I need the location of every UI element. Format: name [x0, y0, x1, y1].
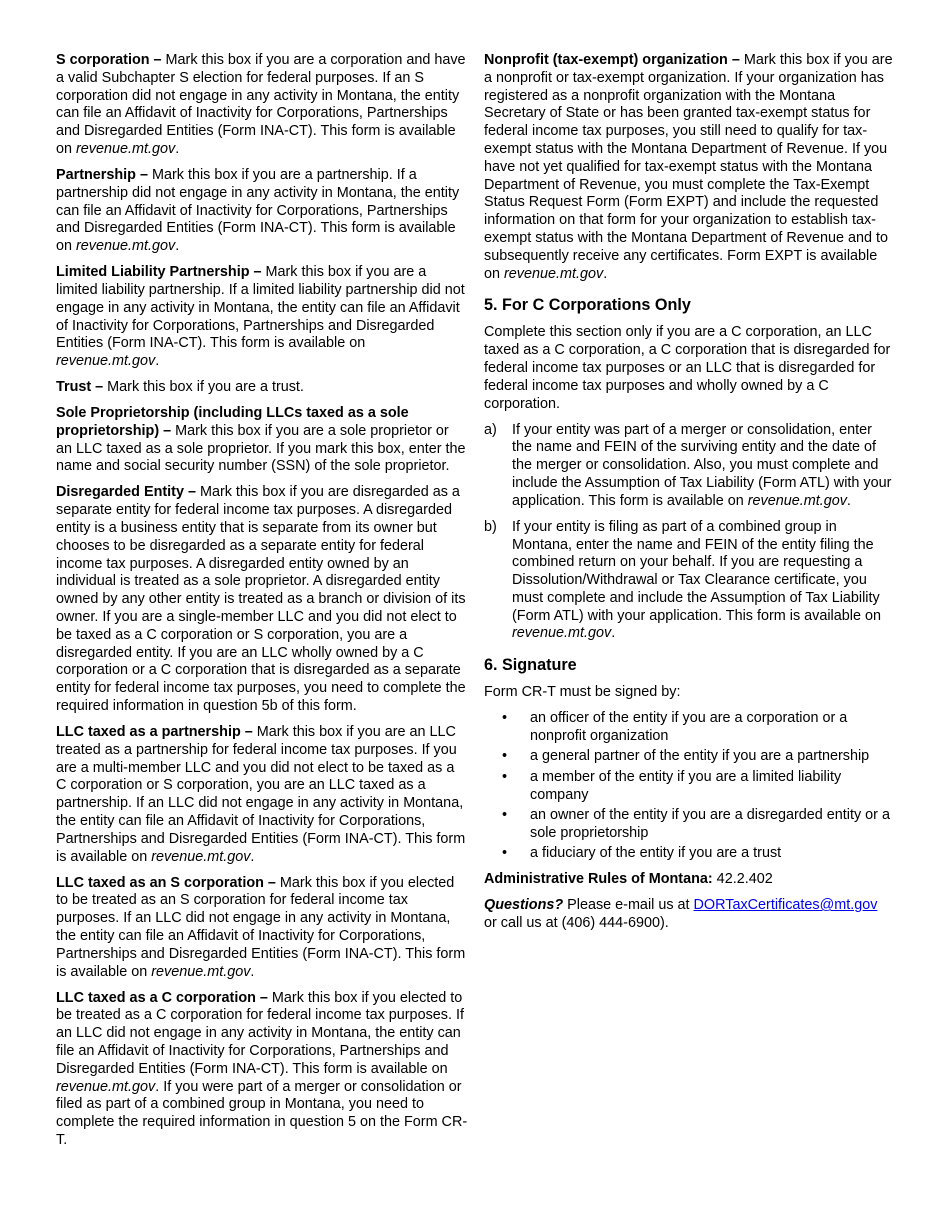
rules-value: 42.2.402 — [712, 871, 773, 888]
term: Disregarded Entity – — [56, 484, 196, 501]
description-tail: . — [250, 963, 255, 980]
term: S corporation – — [56, 52, 162, 68]
term: Nonprofit (tax-exempt) organization – — [484, 52, 740, 68]
list-item — [484, 769, 894, 805]
description-tail: . — [175, 238, 180, 255]
list-item — [484, 748, 894, 766]
questions-text: Please e-mail us at — [563, 897, 694, 913]
description: Mark this box if you are a sole proprietor or an LLC taxed as a sole proprietor. If you mark this box, enter the name and social security number (SSN) of the sole proprietor. — [56, 422, 466, 475]
right-column — [484, 52, 894, 941]
description-tail: . — [175, 140, 180, 157]
term: Trust – — [56, 379, 104, 396]
description-tail: . — [603, 265, 608, 282]
entity-type-paragraph — [56, 724, 468, 866]
term: LLC taxed as a C corporation – — [56, 989, 268, 1006]
questions-tail: or call us at (406) 444-6900). — [484, 914, 669, 931]
website-reference: revenue.mt.gov — [151, 963, 251, 980]
entity-type-paragraph — [56, 167, 468, 256]
bullet-text: an owner of the entity if you are a disregarded entity or a sole proprietorship — [530, 807, 890, 841]
description: Mark this box if you are a partnership. If a partnership did not engage in any activity in Montana, the entity can file an Affidavit of Inactivity for Corporations, Partnerships and Disregarded Entities (Form INA-CT). This form is available on — [56, 166, 460, 255]
description: Mark this box if you are a limited liability partnership. If a limited liability partnership did not engage in any activity in Montana, the entity can file an Affidavit of Inactivity for Corporations, Partnerships and Disregarded Entities (Form INA-CT). This form is available on — [56, 264, 465, 352]
list-item — [484, 710, 894, 746]
list-item — [484, 519, 894, 644]
questions-paragraph — [484, 897, 894, 933]
bullet-icon: • — [502, 807, 508, 824]
description: Mark this box if you are a corporation and have a valid Subchapter S election for federal purposes. If an S corporation did not engage in any activity in Montana, the entity can file an Affidavit of Inactivity for Corporations, Partnerships and Disregarded Entities (Form INA-CT). This form is available on — [56, 52, 466, 157]
section-5-intro: Complete this section only if you are a C corporation, an LLC taxed as a C corporation, a C corporation that is disregarded for federal income tax purposes or an LLC that is disregarded for federal income tax purposes and wholly owned by a C corporation. — [484, 324, 891, 412]
section-5-items — [484, 422, 894, 644]
entity-type-paragraph — [56, 875, 468, 982]
website-reference: revenue.mt.gov — [56, 1078, 156, 1095]
nonprofit-paragraph — [484, 52, 894, 283]
list-item — [484, 807, 894, 843]
description: Mark this box if you elected to be treated as a C corporation for federal income tax purposes. If an LLC did not engage in any activity in Montana, the entity can file an Affidavit of Inactivity for Corporations, Partnerships and Disregarded Entities (Form INA-CT). This form is available on — [56, 989, 464, 1077]
website-reference: revenue.mt.gov — [76, 140, 176, 157]
bullet-icon: • — [502, 748, 508, 765]
website-reference: revenue.mt.gov — [76, 238, 176, 255]
website-reference: revenue.mt.gov — [56, 353, 156, 370]
item-text — [512, 422, 894, 511]
entity-type-paragraph — [56, 264, 468, 371]
signer-list — [484, 710, 894, 863]
description: Mark this box if you elected to be treated as an S corporation for federal income tax purposes. If an LLC did not engage in any activity in Montana, the entity can file an Affidavit of Inactivity for Corporations, Partnerships and Disregarded Entities (Form INA-CT). This form is available on — [56, 874, 466, 980]
entity-type-paragraph — [56, 484, 468, 715]
questions-label: Questions? — [484, 897, 564, 913]
description: Mark this box if you are a nonprofit or tax-exempt organization. If your organization has registered as a nonprofit organization with the Montana Secretary of State or has been granted tax-exempt status for federal income tax purposes, you still need to qualify for tax-exempt status with the Montana Department of Revenue. If you have not yet qualified for tax-exempt status with the Montana Department of Revenue, you must complete the Tax-Exempt Status Request Form (Form EXPT) and include the requested information on that form for your organization to establish tax-exempt status with the Montana Department of Revenue and to subsequently receive any certificates. Form EXPT is available on — [484, 52, 893, 282]
bullet-text: a general partner of the entity if you are a partnership — [530, 748, 870, 765]
left-column — [56, 52, 468, 1158]
entity-type-paragraph — [56, 379, 468, 397]
item-label: a) — [484, 421, 497, 438]
term: LLC taxed as an S corporation – — [56, 874, 276, 891]
entity-type-paragraph — [56, 52, 468, 159]
description: Mark this box if you are an LLC treated as a partnership for federal income tax purposes. If you are a multi-member LLC and you did not elect to be taxed as a C corporation or S corporation, you are an LLC taxed as a partnership. If an LLC did not engage in any activity in Montana, the entity can file an Affidavit of Inactivity for Corporations, Partnerships and Disregarded Entities (Form INA-CT). This form is available on — [56, 724, 466, 865]
rules-label: Administrative Rules of Montana: — [484, 871, 713, 888]
website-reference: revenue.mt.gov — [151, 848, 251, 865]
entity-type-paragraph — [56, 990, 468, 1150]
bullet-icon: • — [502, 768, 508, 785]
description-tail: . — [155, 353, 160, 370]
term: Sole Proprietorship (including LLCs taxed as a sole proprietorship) – — [56, 405, 409, 439]
term: LLC taxed as a partnership – — [56, 724, 253, 741]
section-5-heading: 5. For C Corporations Only — [484, 296, 691, 315]
description: Mark this box if you are disregarded as a separate entity for federal income tax purposes. A disregarded entity is a business entity that is separate from its owner but chooses to be disregarded as a separate entity for federal income tax purposes. A disregarded entity owned by an individual is treated as a sole proprietor. A disregarded entity owned by any other entity is treated as a branch or division of its owner. If you are a single-member LLC and you did not elect to be taxed as a C corporation or S corporation, you are a disregarded entity. If you are an LLC wholly owned by a C corporation or a C corporation that is disregarded as a separate entity for federal income tax purposes, you need to complete the required information in question 5b of this form. — [56, 484, 466, 715]
item-tail: . — [846, 492, 851, 509]
description-tail: . — [250, 848, 255, 865]
website-reference: revenue.mt.gov — [504, 265, 604, 282]
section-6-heading: 6. Signature — [484, 656, 577, 675]
website-reference: revenue.mt.gov — [747, 492, 847, 509]
email-link[interactable]: DORTaxCertificates@mt.gov — [693, 897, 878, 913]
bullet-icon: • — [502, 845, 508, 862]
item-body: If your entity was part of a merger or consolidation, enter the name and FEIN of the surviving entity and the date of the merger or consolidation. Also, you must complete and include the Assumption of Tax Liability (Form ATL) with your application. This form is available on — [512, 421, 892, 509]
administrative-rules — [484, 871, 894, 889]
description-tail: . If you were part of a merger or consolidation or filed as part of a combined group in Montana, you need to complete the required information in question 5 on the Form CR-T. — [56, 1078, 468, 1148]
bullet-text: an officer of the entity if you are a corporation or a nonprofit organization — [530, 710, 848, 745]
bullet-icon: • — [502, 710, 508, 727]
bullet-text: a fiduciary of the entity if you are a trust — [530, 845, 782, 862]
section-6-intro: Form CR-T must be signed by: — [484, 684, 681, 701]
description: Mark this box if you are a trust. — [103, 379, 304, 396]
list-item — [484, 845, 894, 863]
item-tail: . — [611, 625, 616, 642]
entity-type-paragraph — [56, 405, 468, 476]
website-reference: revenue.mt.gov — [512, 625, 612, 642]
bullet-text: a member of the entity if you are a limited liability company — [530, 768, 842, 803]
item-label: b) — [484, 518, 497, 535]
term: Limited Liability Partnership – — [56, 264, 262, 281]
term: Partnership – — [56, 166, 148, 183]
item-text — [512, 519, 894, 644]
list-item — [484, 422, 894, 511]
item-body: If your entity is filing as part of a combined group in Montana, enter the name and FEIN of the entity filing the combined return on your behalf. If you are requesting a Dissolution/Withdrawal or Tax Clearance certificate, you must complete and include the Assumption of Tax Liability (Form ATL) with your application. This form is available on — [512, 518, 881, 624]
